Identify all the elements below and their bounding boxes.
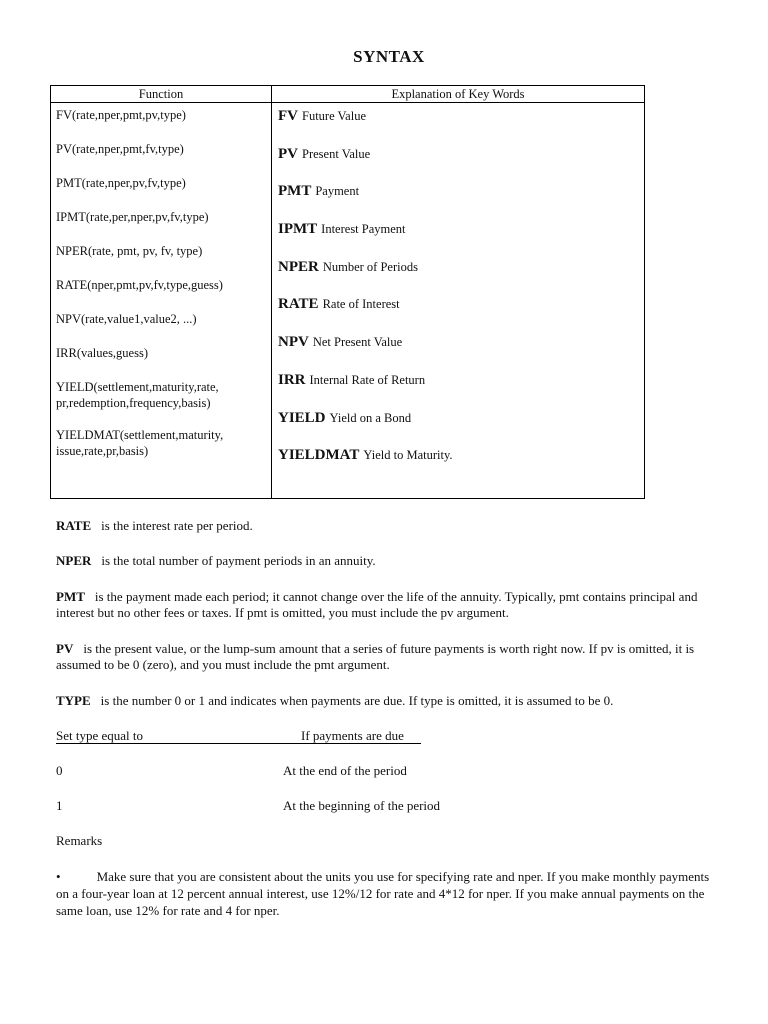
- keyword-desc: Yield to Maturity.: [363, 448, 453, 463]
- keyword-abbr: PMT: [278, 183, 312, 200]
- function-signature: IPMT(rate,per,nper,pv,fv,type): [56, 210, 209, 224]
- keyword-abbr: NPV: [278, 334, 309, 351]
- keyword-desc: Number of Periods: [322, 259, 418, 274]
- definition-pv: [56, 641, 726, 673]
- explanation-cell: [272, 103, 645, 499]
- definition-text: is the interest rate per period.: [101, 518, 253, 533]
- keyword-desc: Internal Rate of Return: [309, 372, 426, 387]
- keyword-abbr: RATE: [278, 296, 319, 313]
- keyword-abbr: NPER: [278, 258, 319, 275]
- keyword-desc: Rate of Interest: [322, 297, 400, 312]
- function-signature: YIELDMAT(settlement,maturity, issue,rate,pr,basis): [56, 428, 224, 458]
- definition-term: PMT: [56, 589, 85, 604]
- keyword-entry: [278, 293, 640, 331]
- type-value: 0: [56, 763, 63, 778]
- keyword-entry: [278, 218, 640, 256]
- keyword-entry: [278, 105, 640, 143]
- type-table-header-value: Set type equal to: [56, 728, 144, 743]
- remark-bullet-item: [56, 868, 721, 919]
- function-signature: NPER(rate, pmt, pv, fv, type): [56, 244, 203, 258]
- type-table-header-when: If payments are due: [301, 728, 404, 743]
- definition-term: RATE: [56, 518, 92, 533]
- function-signature: RATE(nper,pmt,pv,fv,type,guess): [56, 278, 223, 292]
- bullet-icon: •: [56, 869, 61, 884]
- keyword-abbr: PV: [278, 145, 298, 162]
- definition-nper: [56, 553, 726, 569]
- function-signature: PV(rate,nper,pmt,fv,type): [56, 142, 184, 156]
- keyword-abbr: YIELD: [278, 409, 326, 426]
- function-signature: YIELD(settlement,maturity,rate, pr,redemption,frequency,basis): [56, 380, 219, 410]
- keyword-desc: Future Value: [302, 109, 366, 123]
- syntax-table: [50, 85, 645, 499]
- definition-term: PV: [56, 641, 74, 656]
- definition-text: is the present value, or the lump-sum amount that a series of future payments is worth right now. If pv is omitted, it is assumed to be 0 (zero), and you must include the pmt argument.: [56, 641, 695, 672]
- function-signature: PMT(rate,nper,pv,fv,type): [56, 176, 186, 190]
- explanation-column-header: Explanation of Key Words: [272, 86, 645, 103]
- keyword-abbr: IRR: [278, 371, 306, 388]
- keyword-entry: [278, 180, 640, 218]
- page-title: SYNTAX: [353, 47, 425, 66]
- keyword-entry: [278, 143, 640, 181]
- definition-text: is the total number of payment periods in an annuity.: [101, 553, 376, 568]
- function-cell: [51, 103, 272, 499]
- keyword-desc: Yield on a Bond: [329, 410, 412, 425]
- keyword-entry: [278, 407, 640, 445]
- function-list: [51, 103, 271, 459]
- keyword-desc: Interest Payment: [321, 222, 406, 237]
- definition-term: NPER: [56, 553, 92, 568]
- keyword-entry: [278, 256, 640, 294]
- function-signature: IRR(values,guess): [56, 346, 148, 360]
- definition-text: is the payment made each period; it cannot change over the life of the annuity. Typically, pmt contains principal and interest but no other fees or taxes. If pmt is omitted, you must include the pv argument.: [56, 589, 698, 620]
- keyword-desc: Payment: [315, 184, 360, 199]
- remarks-heading: Remarks: [56, 833, 103, 848]
- type-when: At the beginning of the period: [283, 798, 441, 813]
- keyword-entry: [278, 331, 640, 369]
- keyword-abbr: IPMT: [278, 221, 318, 238]
- keyword-list: [272, 103, 644, 482]
- definition-type: [56, 693, 726, 709]
- definition-text: is the number 0 or 1 and indicates when payments are due. If type is omitted, it is assumed to be 0.: [100, 693, 614, 708]
- function-signature: FV(rate,nper,pmt,pv,type): [56, 108, 186, 122]
- definition-rate: [56, 518, 726, 534]
- function-signature: NPV(rate,value1,value2, ...): [56, 312, 197, 326]
- function-column-header: Function: [51, 86, 272, 103]
- keyword-desc: Present Value: [302, 146, 371, 161]
- keyword-abbr: FV: [278, 108, 298, 124]
- definition-term: TYPE: [56, 693, 91, 708]
- remark-text: Make sure that you are consistent about the units you use for specifying rate and nper. If you make monthly payments on a four-year loan at 12 percent annual interest, use 12%/12 for rate and 4*12 for nper. If you make annual payments on the same loan, use 12% for rate and 4 for nper.: [56, 869, 710, 918]
- type-value: 1: [56, 798, 63, 813]
- definition-pmt: [56, 589, 726, 621]
- keyword-entry: [278, 369, 640, 407]
- keyword-desc: Net Present Value: [312, 335, 403, 350]
- type-when: At the end of the period: [283, 763, 407, 778]
- header-underline: [56, 743, 421, 744]
- keyword-entry: [278, 444, 640, 482]
- keyword-abbr: YIELDMAT: [278, 447, 360, 464]
